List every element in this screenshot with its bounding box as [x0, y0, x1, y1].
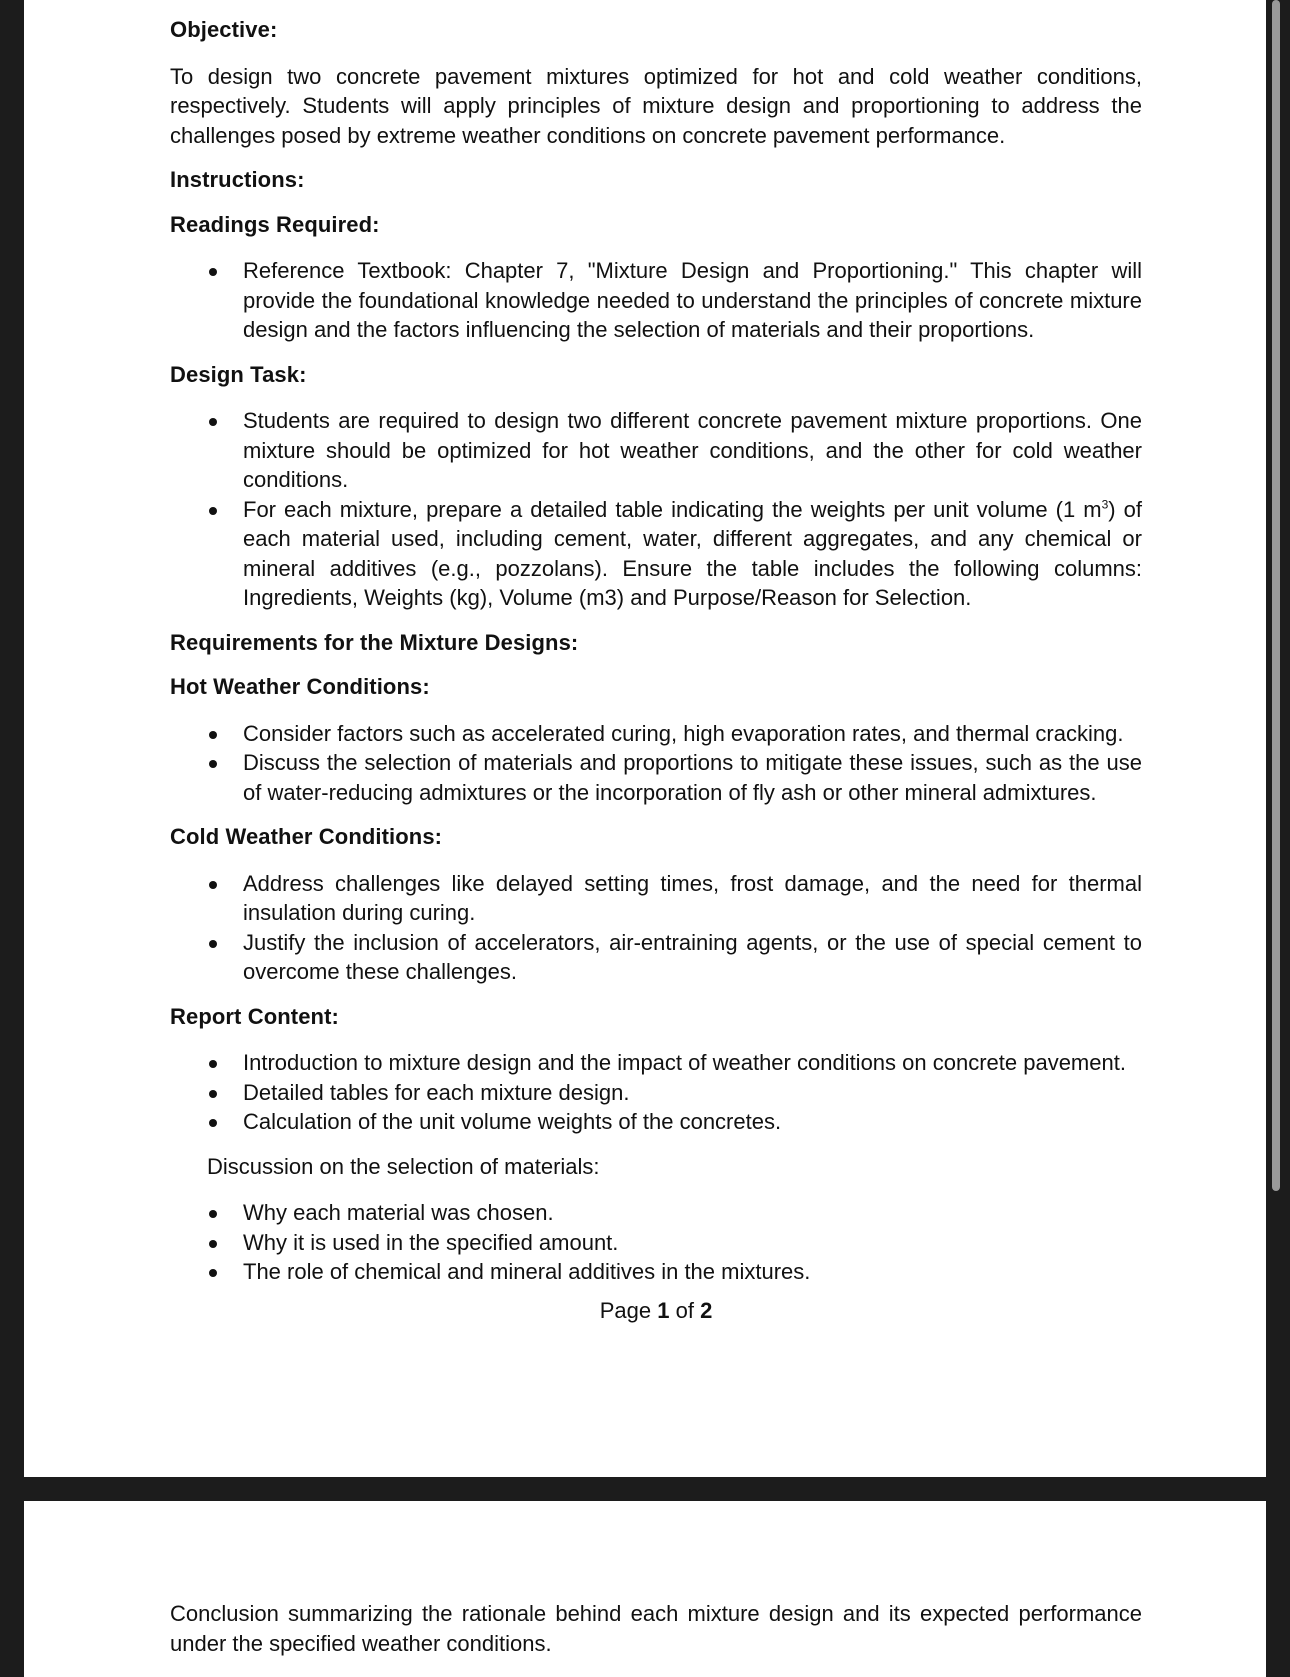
list-item: For each mixture, prepare a detailed table indicating the weights per unit volume (1 $m^3$) of each material used, including cement, water, different aggregates, and any chemical or mineral additives (e.g., pozzolans). Ensure the table includes the following columns: Ingredients, Weights (kg), Volume (m3) and Purpose/Reason for Selection. — [170, 495, 1142, 613]
page-1-content — [170, 15, 1142, 1325]
list-item: Why each material was chosen. — [170, 1198, 1142, 1228]
list-item: Students are required to design two different concrete pavement mixture proportions. One mixture should be optimized for hot weather conditions, and the other for cold weather conditions. — [170, 406, 1142, 495]
bullet-icon — [209, 268, 217, 276]
discussion-list — [170, 1198, 1142, 1287]
vertical-scrollbar[interactable] — [1271, 0, 1281, 1677]
bullet-icon — [209, 1240, 217, 1248]
instructions-heading: Instructions: — [170, 167, 305, 192]
list-item: Justify the inclusion of accelerators, air-entraining agents, or the use of special cement to overcome these challenges. — [170, 928, 1142, 987]
discussion-line: Discussion on the selection of materials: — [207, 1153, 600, 1179]
bullet-icon — [209, 760, 217, 768]
readings-list — [170, 256, 1142, 345]
list-item: Why it is used in the specified amount. — [170, 1228, 1142, 1258]
list-item: Introduction to mixture design and the impact of weather conditions on concrete pavement. — [170, 1048, 1142, 1078]
list-item: Calculation of the unit volume weights of the concretes. — [170, 1107, 1142, 1137]
hot-weather-list — [170, 719, 1142, 808]
page-footer: Page 1 of 2 — [599, 1297, 713, 1323]
requirements-heading: Requirements for the Mixture Designs: — [170, 629, 579, 655]
document-page-1 — [24, 0, 1266, 1477]
list-item: Address challenges like delayed setting times, frost damage, and the need for thermal insulation during curing. — [170, 869, 1142, 928]
bullet-icon — [209, 418, 217, 426]
cold-weather-heading: Cold Weather Conditions: — [170, 824, 443, 849]
conclusion-text: Conclusion summarizing the rationale behind each mixture design and its expected performance under the specified weather conditions. — [170, 1601, 1142, 1656]
bullet-icon — [209, 507, 217, 515]
report-content-heading: Report Content: — [170, 1003, 339, 1029]
list-item: Consider factors such as accelerated curing, high evaporation rates, and thermal cracking. — [170, 719, 1142, 749]
bullet-icon — [209, 1210, 217, 1218]
design-task-heading: Design Task: — [170, 361, 307, 387]
design-task-list — [170, 406, 1142, 613]
cold-weather-list — [170, 869, 1142, 987]
scrollbar-thumb[interactable] — [1272, 0, 1280, 1191]
list-item: Detailed tables for each mixture design. — [170, 1078, 1142, 1108]
bullet-icon — [209, 1090, 217, 1098]
hot-weather-heading: Hot Weather Conditions: — [170, 674, 430, 699]
bullet-icon — [209, 1119, 217, 1127]
objective-text: To design two concrete pavement mixtures optimized for hot and cold weather conditions, respectively. Students will apply principles of mixture design and proportioning to address the challenges posed by extreme weather conditions on concrete pavement performance. — [170, 63, 1142, 148]
list-item: Discuss the selection of materials and proportions to mitigate these issues, such as the use of water-reducing admixtures or the incorporation of fly ash or other mineral admixtures. — [170, 748, 1142, 807]
bullet-icon — [209, 1269, 217, 1277]
document-page-2 — [24, 1501, 1266, 1677]
bullet-icon — [209, 881, 217, 889]
list-item: Reference Textbook: Chapter 7, "Mixture Design and Proportioning." This chapter will provide the foundational knowledge needed to understand the principles of concrete mixture design and the factors influencing the selection of materials and their proportions. — [170, 256, 1142, 345]
bullet-icon — [209, 731, 217, 739]
bullet-icon — [209, 940, 217, 948]
objective-heading: Objective: — [170, 17, 278, 42]
bullet-icon — [209, 1060, 217, 1068]
list-item: The role of chemical and mineral additives in the mixtures. — [170, 1257, 1142, 1287]
readings-heading: Readings Required: — [170, 211, 380, 237]
report-content-list — [170, 1048, 1142, 1137]
page-2-content — [170, 1599, 1142, 1658]
